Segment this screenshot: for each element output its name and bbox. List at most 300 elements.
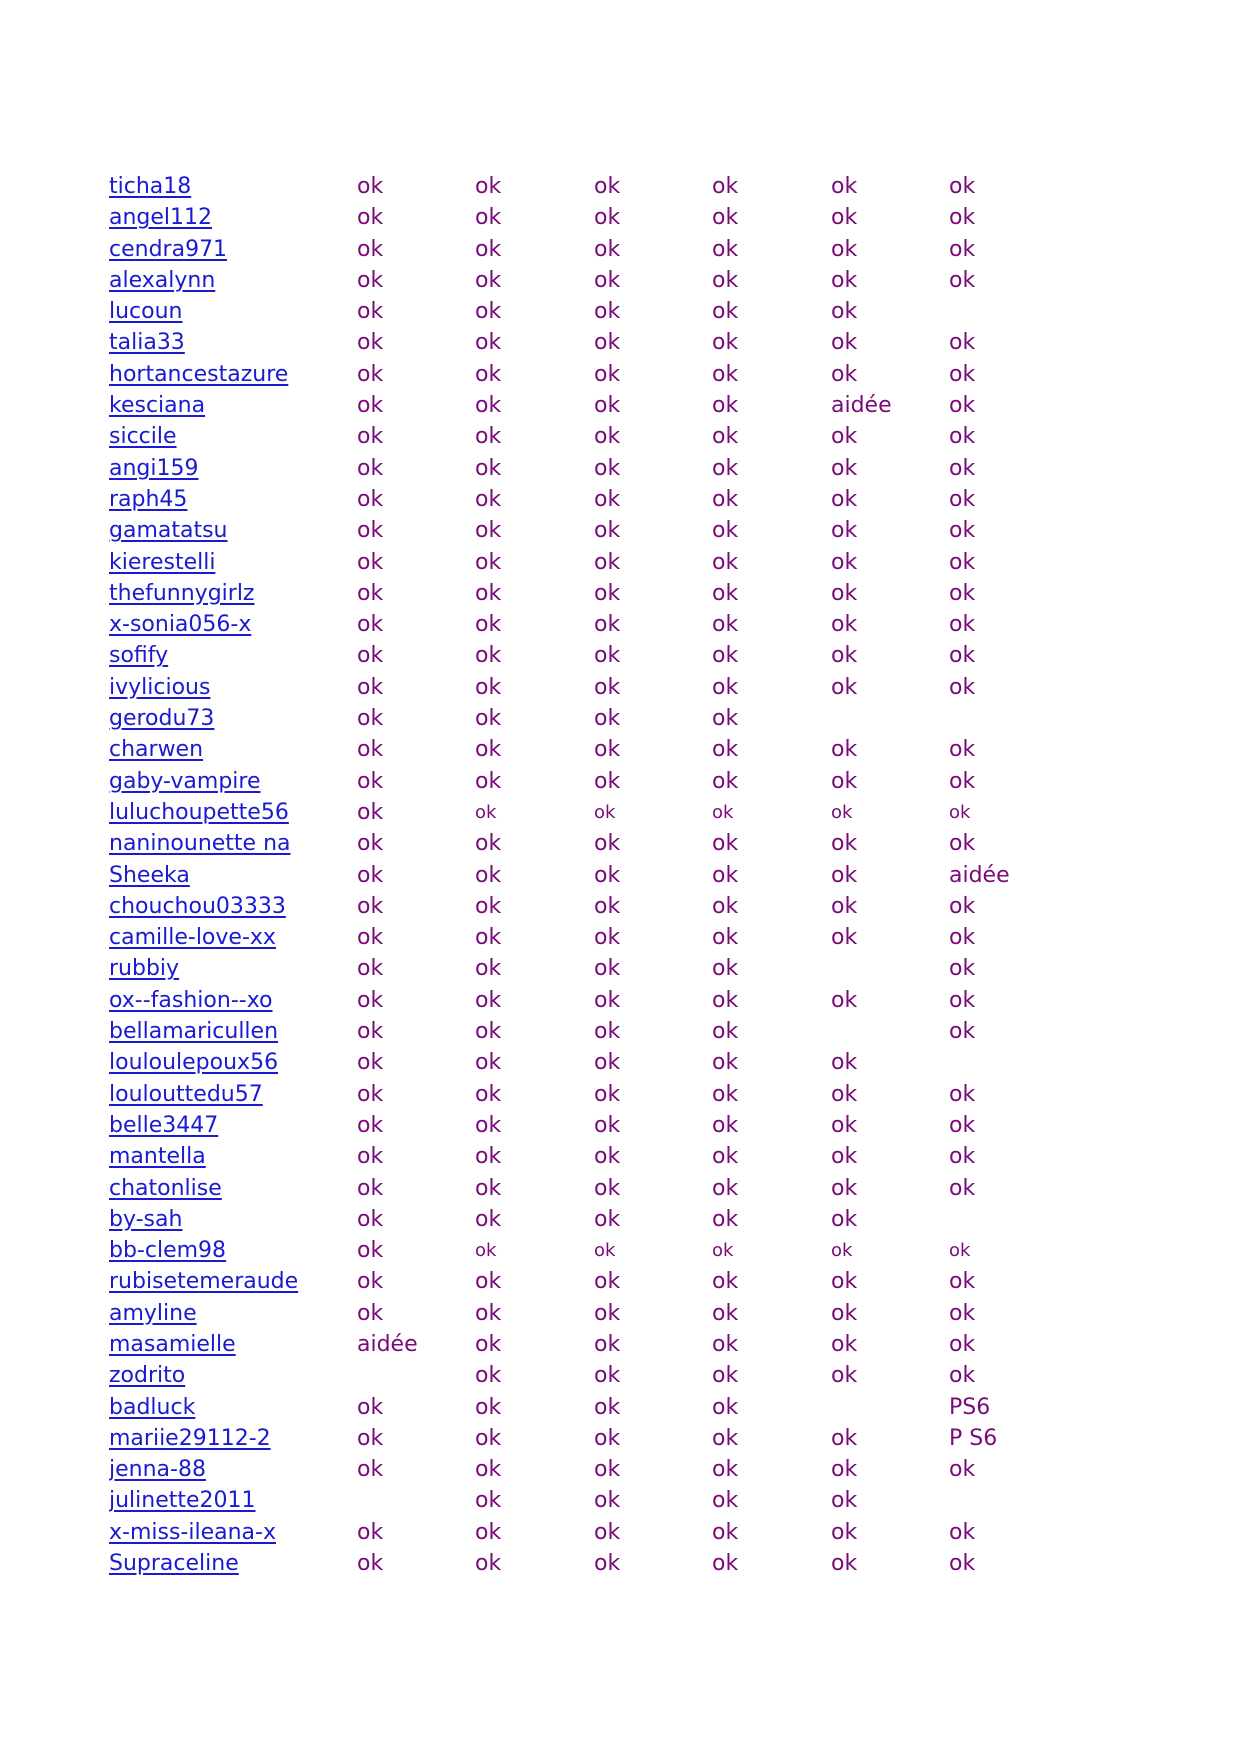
status-cell: ok — [949, 1019, 976, 1045]
status-cell: ok — [949, 205, 976, 231]
username-link[interactable]: badluck — [109, 1394, 196, 1420]
status-cell: ok — [712, 236, 739, 262]
status-sheet — [109, 171, 1109, 1579]
username-link[interactable]: chouchou03333 — [109, 893, 286, 919]
status-cell: ok — [831, 424, 858, 450]
status-cell: ok — [357, 674, 384, 700]
status-cell: ok — [475, 1081, 502, 1107]
status-cell: ok — [949, 612, 976, 638]
status-cell: ok — [594, 1112, 621, 1138]
status-cell: ok — [831, 801, 853, 823]
status-cell: ok — [357, 706, 384, 732]
status-cell: ok — [712, 486, 739, 512]
status-cell: ok — [949, 1112, 976, 1138]
status-cell: ok — [357, 361, 384, 387]
status-cell: ok — [594, 267, 621, 293]
status-cell: ok — [475, 1425, 502, 1451]
status-cell: ok — [949, 1269, 976, 1295]
username-link[interactable]: naninounette na — [109, 831, 291, 857]
table-row — [109, 1298, 1109, 1329]
username-link[interactable]: chatonlise — [109, 1175, 222, 1201]
status-cell: ok — [594, 1144, 621, 1170]
status-cell: ok — [712, 612, 739, 638]
table-row — [109, 1235, 1109, 1266]
status-cell: ok — [831, 612, 858, 638]
table-row — [109, 265, 1109, 296]
status-cell: ok — [949, 674, 976, 700]
status-cell: ok — [949, 1363, 976, 1389]
status-cell: ok — [475, 361, 502, 387]
status-cell: ok — [831, 1112, 858, 1138]
status-cell: ok — [831, 987, 858, 1013]
status-cell: ok — [475, 706, 502, 732]
table-row — [109, 766, 1109, 797]
status-cell: ok — [712, 267, 739, 293]
status-cell: ok — [594, 205, 621, 231]
status-cell: ok — [475, 831, 502, 857]
status-cell: ok — [357, 1269, 384, 1295]
table-row — [109, 1266, 1109, 1297]
status-cell: ok — [594, 1175, 621, 1201]
status-cell: ok — [712, 706, 739, 732]
username-link[interactable]: ox--fashion--xo — [109, 987, 273, 1013]
status-cell: ok — [594, 1269, 621, 1295]
status-cell: ok — [949, 361, 976, 387]
status-cell: ok — [831, 1240, 853, 1262]
status-cell: ok — [594, 801, 616, 823]
status-cell: ok — [949, 393, 976, 419]
status-cell: ok — [712, 1519, 739, 1545]
username-link[interactable]: bellamaricullen — [109, 1019, 279, 1045]
status-cell: ok — [831, 455, 858, 481]
username-link[interactable]: luluchoupette56 — [109, 799, 289, 825]
status-cell: ok — [475, 580, 502, 606]
status-cell: ok — [357, 518, 384, 544]
status-cell: ok — [475, 862, 502, 888]
table-row — [109, 985, 1109, 1016]
status-cell: ok — [357, 580, 384, 606]
table-row — [109, 1360, 1109, 1391]
status-cell: ok — [949, 1519, 976, 1545]
username-link[interactable]: mantella — [109, 1144, 206, 1170]
status-cell: ok — [712, 361, 739, 387]
status-cell: ok — [594, 424, 621, 450]
status-cell: ok — [357, 768, 384, 794]
status-cell: ok — [357, 1081, 384, 1107]
username-link[interactable]: jenna-88 — [109, 1457, 206, 1483]
status-cell: ok — [831, 1425, 858, 1451]
status-cell: ok — [949, 925, 976, 951]
status-cell: ok — [357, 1394, 384, 1420]
status-cell: ok — [712, 174, 739, 199]
status-cell: ok — [712, 424, 739, 450]
status-cell: ok — [594, 674, 621, 700]
username-link[interactable]: thefunnygirlz — [109, 580, 255, 606]
status-cell: ok — [357, 1238, 384, 1264]
status-cell: ok — [949, 267, 976, 293]
status-cell: ok — [831, 737, 858, 763]
status-cell: ok — [475, 1331, 502, 1357]
status-cell: ok — [831, 299, 858, 325]
status-cell: ok — [357, 925, 384, 951]
table-row — [109, 1110, 1109, 1141]
username-link[interactable]: masamielle — [109, 1331, 236, 1357]
status-cell: ok — [357, 799, 384, 825]
username-link[interactable]: x-miss-ileana-x — [109, 1519, 276, 1545]
username-link[interactable]: sofify — [109, 643, 169, 669]
username-link[interactable]: camille-love-xx — [109, 925, 276, 951]
status-cell: ok — [712, 1175, 739, 1201]
table-row — [109, 1517, 1109, 1548]
table-row — [109, 171, 1109, 202]
status-cell: ok — [831, 1206, 858, 1232]
status-cell: ok — [831, 1050, 858, 1076]
status-cell: ok — [949, 1331, 976, 1357]
table-row — [109, 672, 1109, 703]
status-cell: ok — [949, 987, 976, 1013]
status-cell: ok — [475, 424, 502, 450]
status-cell: ok — [712, 205, 739, 231]
status-cell: ok — [712, 299, 739, 325]
status-cell: ok — [712, 1050, 739, 1076]
status-cell: ok — [475, 299, 502, 325]
status-cell: ok — [712, 1551, 739, 1577]
table-row — [109, 1141, 1109, 1172]
status-cell: ok — [831, 486, 858, 512]
status-cell: ok — [475, 925, 502, 951]
username-link[interactable]: belle3447 — [109, 1112, 219, 1138]
username-link[interactable]: ivylicious — [109, 674, 211, 700]
status-cell: ok — [712, 1425, 739, 1451]
username-link[interactable]: loulouttedu57 — [109, 1081, 263, 1107]
status-cell: ok — [357, 1206, 384, 1232]
status-cell: ok — [712, 1144, 739, 1170]
table-row — [109, 202, 1109, 233]
username-link[interactable]: cendra971 — [109, 236, 228, 262]
username-link[interactable]: rubbiy — [109, 956, 180, 982]
table-row — [109, 953, 1109, 984]
status-cell: ok — [475, 893, 502, 919]
status-cell: ok — [712, 393, 739, 419]
username-link[interactable]: gaby-vampire — [109, 768, 261, 794]
table-row — [109, 1548, 1109, 1579]
table-row — [109, 578, 1109, 609]
status-cell: PS6 — [949, 1394, 991, 1420]
status-cell: ok — [712, 1081, 739, 1107]
status-cell: ok — [594, 737, 621, 763]
status-cell: ok — [475, 643, 502, 669]
status-cell: ok — [831, 1269, 858, 1295]
status-cell: ok — [475, 1019, 502, 1045]
status-cell: ok — [357, 987, 384, 1013]
username-link[interactable]: Sheeka — [109, 862, 190, 888]
table-row — [109, 891, 1109, 922]
status-cell: ok — [475, 1394, 502, 1420]
status-cell: ok — [357, 1425, 384, 1451]
username-link[interactable]: lucoun — [109, 299, 183, 325]
status-cell: ok — [475, 1175, 502, 1201]
username-link[interactable]: hortancestazure — [109, 361, 289, 387]
status-cell: ok — [475, 1457, 502, 1483]
table-row — [109, 327, 1109, 358]
status-cell: ok — [357, 455, 384, 481]
status-cell: ok — [594, 1050, 621, 1076]
status-cell: ok — [712, 549, 739, 575]
table-row — [109, 609, 1109, 640]
status-cell: ok — [357, 393, 384, 419]
status-cell: ok — [831, 1363, 858, 1389]
status-cell: ok — [357, 1144, 384, 1170]
status-cell: ok — [357, 643, 384, 669]
status-cell: ok — [831, 831, 858, 857]
status-cell: ok — [712, 1394, 739, 1420]
username-link[interactable]: x-sonia056-x — [109, 612, 252, 638]
status-cell: ok — [475, 1269, 502, 1295]
status-cell: ok — [594, 925, 621, 951]
status-cell: P S6 — [949, 1425, 998, 1451]
status-cell: ok — [357, 267, 384, 293]
status-cell: ok — [594, 1394, 621, 1420]
table-row — [109, 1392, 1109, 1423]
status-cell: ok — [475, 486, 502, 512]
status-cell: ok — [949, 486, 976, 512]
table-row — [109, 1079, 1109, 1110]
table-row — [109, 359, 1109, 390]
status-cell: ok — [594, 1240, 616, 1262]
status-cell: ok — [712, 1457, 739, 1483]
status-cell: ok — [475, 393, 502, 419]
status-cell: ok — [831, 330, 858, 356]
status-cell: ok — [475, 330, 502, 356]
status-cell: ok — [831, 518, 858, 544]
status-cell: ok — [949, 424, 976, 450]
status-cell: ok — [594, 361, 621, 387]
status-cell: ok — [357, 330, 384, 356]
status-cell: ok — [357, 831, 384, 857]
status-cell: ok — [949, 1240, 971, 1262]
username-link[interactable]: angi159 — [109, 455, 199, 481]
status-cell: ok — [594, 1206, 621, 1232]
username-link[interactable]: alexalynn — [109, 267, 216, 293]
table-row — [109, 296, 1109, 327]
status-cell: ok — [712, 831, 739, 857]
status-cell: ok — [357, 862, 384, 888]
status-cell: ok — [594, 549, 621, 575]
status-cell: ok — [357, 893, 384, 919]
status-cell: ok — [831, 643, 858, 669]
status-cell: ok — [475, 518, 502, 544]
status-cell: ok — [594, 862, 621, 888]
status-cell: ok — [831, 1081, 858, 1107]
status-cell: ok — [831, 1331, 858, 1357]
table-row — [109, 1047, 1109, 1078]
status-cell: ok — [594, 1300, 621, 1326]
status-cell: ok — [831, 205, 858, 231]
username-link[interactable]: julinette2011 — [109, 1488, 256, 1514]
status-cell: ok — [357, 1457, 384, 1483]
status-cell: ok — [594, 1551, 621, 1577]
status-cell: ok — [475, 1519, 502, 1545]
status-cell: aidée — [949, 862, 1010, 888]
status-cell: ok — [712, 643, 739, 669]
status-cell: ok — [357, 299, 384, 325]
username-link[interactable]: talia33 — [109, 330, 185, 356]
status-cell: ok — [831, 1551, 858, 1577]
status-cell: ok — [357, 1112, 384, 1138]
status-cell: ok — [594, 1363, 621, 1389]
status-cell: ok — [712, 1363, 739, 1389]
username-link[interactable]: by-sah — [109, 1206, 183, 1232]
status-cell: ok — [475, 674, 502, 700]
status-cell: ok — [949, 643, 976, 669]
status-cell: ok — [594, 330, 621, 356]
status-cell: ok — [475, 956, 502, 982]
username-link[interactable]: gerodu73 — [109, 706, 215, 732]
status-cell: ok — [475, 455, 502, 481]
table-row — [109, 1204, 1109, 1235]
status-cell: ok — [712, 518, 739, 544]
username-link[interactable]: rubisetemeraude — [109, 1269, 299, 1295]
status-cell: ok — [712, 956, 739, 982]
table-row — [109, 515, 1109, 546]
username-link[interactable]: amyline — [109, 1300, 197, 1326]
status-cell: ok — [949, 455, 976, 481]
status-cell: ok — [357, 549, 384, 575]
status-cell: ok — [712, 987, 739, 1013]
status-cell: ok — [475, 737, 502, 763]
status-cell: ok — [949, 801, 971, 823]
status-cell: ok — [831, 1175, 858, 1201]
username-link[interactable]: ticha18 — [109, 174, 192, 199]
table-row — [109, 484, 1109, 515]
status-cell: ok — [831, 174, 858, 199]
status-cell: ok — [357, 1050, 384, 1076]
username-link[interactable]: raph45 — [109, 486, 188, 512]
username-link[interactable]: gamatatsu — [109, 518, 228, 544]
status-cell: ok — [594, 768, 621, 794]
status-cell: ok — [357, 612, 384, 638]
status-cell: ok — [949, 1457, 976, 1483]
status-cell: ok — [712, 1240, 734, 1262]
status-cell: ok — [831, 1144, 858, 1170]
status-cell: ok — [712, 801, 734, 823]
status-cell: ok — [594, 706, 621, 732]
username-link[interactable]: mariie29112-2 — [109, 1425, 271, 1451]
status-cell: ok — [475, 768, 502, 794]
status-cell: ok — [949, 1551, 976, 1577]
username-link[interactable]: charwen — [109, 737, 204, 763]
status-cell: ok — [949, 1175, 976, 1201]
table-row — [109, 860, 1109, 891]
status-cell: ok — [712, 1019, 739, 1045]
table-row — [109, 1016, 1109, 1047]
status-cell: ok — [712, 1269, 739, 1295]
status-cell: ok — [475, 236, 502, 262]
status-cell: ok — [949, 1081, 976, 1107]
username-link[interactable]: kesciana — [109, 393, 206, 419]
table-row — [109, 1485, 1109, 1516]
username-link[interactable]: kierestelli — [109, 549, 216, 575]
status-cell: ok — [831, 1519, 858, 1545]
status-cell: ok — [357, 1519, 384, 1545]
status-cell: ok — [831, 893, 858, 919]
status-cell: ok — [594, 1081, 621, 1107]
status-cell: ok — [475, 1144, 502, 1170]
status-cell: ok — [831, 236, 858, 262]
status-cell: ok — [831, 267, 858, 293]
status-cell: ok — [712, 580, 739, 606]
status-cell: ok — [712, 1112, 739, 1138]
status-cell: ok — [831, 1488, 858, 1514]
status-cell: ok — [831, 925, 858, 951]
status-cell: ok — [949, 518, 976, 544]
status-cell: ok — [475, 1112, 502, 1138]
status-cell: ok — [594, 518, 621, 544]
status-cell: ok — [594, 1425, 621, 1451]
table-row — [109, 1173, 1109, 1204]
table-row — [109, 1454, 1109, 1485]
status-cell: ok — [949, 768, 976, 794]
username-link[interactable]: siccile — [109, 424, 177, 450]
table-row — [109, 421, 1109, 452]
status-cell: ok — [475, 801, 497, 823]
status-cell: ok — [357, 737, 384, 763]
status-cell: ok — [712, 1488, 739, 1514]
status-cell: ok — [357, 486, 384, 512]
status-cell: ok — [357, 236, 384, 262]
status-cell: aidée — [357, 1331, 418, 1357]
status-cell: ok — [475, 174, 502, 199]
status-cell: ok — [831, 768, 858, 794]
status-cell: ok — [594, 1457, 621, 1483]
status-cell: aidée — [831, 393, 892, 419]
status-cell: ok — [949, 330, 976, 356]
status-cell: ok — [831, 549, 858, 575]
status-cell: ok — [949, 831, 976, 857]
status-cell: ok — [475, 612, 502, 638]
status-cell: ok — [594, 1331, 621, 1357]
table-row — [109, 922, 1109, 953]
status-cell: ok — [357, 956, 384, 982]
username-link[interactable]: bb-clem98 — [109, 1238, 227, 1264]
username-link[interactable]: Supraceline — [109, 1551, 239, 1577]
status-cell: ok — [949, 893, 976, 919]
username-link[interactable]: zodrito — [109, 1363, 186, 1389]
status-cell: ok — [831, 674, 858, 700]
status-cell: ok — [475, 1206, 502, 1232]
status-cell: ok — [949, 236, 976, 262]
status-cell: ok — [712, 737, 739, 763]
status-cell: ok — [475, 267, 502, 293]
status-cell: ok — [475, 549, 502, 575]
status-cell: ok — [712, 455, 739, 481]
username-link[interactable]: louloulepoux56 — [109, 1050, 279, 1076]
table-row — [109, 797, 1109, 828]
status-cell: ok — [594, 393, 621, 419]
table-row — [109, 547, 1109, 578]
table-row — [109, 828, 1109, 859]
status-cell: ok — [712, 925, 739, 951]
status-cell: ok — [949, 956, 976, 982]
status-cell: ok — [357, 1175, 384, 1201]
status-cell: ok — [712, 674, 739, 700]
status-cell: ok — [357, 1551, 384, 1577]
username-link[interactable]: angel112 — [109, 205, 213, 231]
status-cell: ok — [594, 831, 621, 857]
status-cell: ok — [594, 1488, 621, 1514]
status-cell: ok — [831, 1457, 858, 1483]
table-row — [109, 734, 1109, 765]
